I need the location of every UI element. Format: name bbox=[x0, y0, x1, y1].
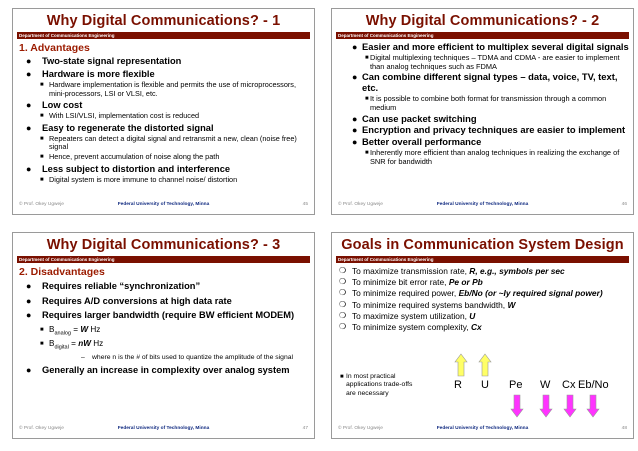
department-banner: Department of Communications Engineering bbox=[336, 256, 629, 263]
equals: = bbox=[71, 324, 81, 334]
bullet-item bbox=[19, 164, 310, 175]
bullet-icon: ● bbox=[26, 69, 32, 79]
bullet-item bbox=[338, 114, 629, 125]
footer-author: © Prof. Okey Ugweje bbox=[338, 202, 383, 207]
symbol-b: B bbox=[49, 324, 55, 334]
sub-bullet-item bbox=[338, 149, 629, 167]
bullet-item bbox=[19, 100, 310, 111]
page-number: 48 bbox=[621, 426, 627, 431]
checkbox-bullet-icon: ❍ bbox=[339, 288, 347, 298]
sub-bullet-text: Digital multiplexing techniques – TDMA and CDMA - are easier to implement than analog techniques such as FDMA bbox=[370, 52, 620, 71]
bullet-text: Requires larger bandwidth (require BW efficient MODEM) bbox=[42, 310, 295, 320]
unit: Hz bbox=[88, 324, 101, 334]
slide-footer bbox=[19, 202, 308, 210]
sub-bullet-icon: ■ bbox=[40, 176, 44, 183]
goal-emphasis: Eb/No (or ~Iy required signal power) bbox=[458, 288, 603, 299]
sub-bullet-item bbox=[19, 135, 310, 152]
goal-emphasis: Cx bbox=[470, 322, 482, 333]
slide-footer bbox=[338, 426, 627, 434]
bullet-text: Better overall performance bbox=[362, 136, 482, 148]
sub-bullet-icon: ■ bbox=[40, 82, 44, 88]
symbol-b: B bbox=[49, 339, 55, 349]
bullet-item bbox=[19, 365, 310, 377]
department-banner: Department of Communications Engineering bbox=[17, 256, 310, 263]
bullet-item bbox=[19, 123, 310, 134]
goal-text: To maximize transmission rate, bbox=[352, 266, 470, 276]
sub-bullet-text: Repeaters can detect a digital signal and retransmit a new, clean (noise free) signal bbox=[49, 133, 297, 152]
param-pe: Pe bbox=[509, 379, 523, 391]
slide-title: Why Digital Communications? - 3 bbox=[46, 237, 281, 253]
checkbox-bullet-icon: ❍ bbox=[339, 310, 347, 320]
sub-bullet-text: Hence, prevent accumulation of noise along the path bbox=[49, 151, 220, 161]
sub-bullet-icon: ■ bbox=[40, 341, 44, 348]
sub-bullet-icon: ■ bbox=[340, 374, 344, 380]
slide-46 bbox=[331, 8, 634, 215]
sub-bullet-item bbox=[19, 112, 310, 121]
sub-bullet-icon: ■ bbox=[365, 54, 369, 61]
sub-bullet-item bbox=[19, 176, 310, 185]
bullet-icon: ● bbox=[352, 42, 358, 52]
footer-university: Federal University of Technology, Minna bbox=[436, 426, 529, 431]
tradeoff-note bbox=[340, 373, 420, 398]
bullet-icon: ● bbox=[26, 100, 32, 111]
bullet-item bbox=[19, 310, 310, 322]
bullet-icon: ● bbox=[352, 125, 358, 136]
bullet-icon: ● bbox=[26, 281, 32, 291]
bullet-text: Can combine different signal types – data, voice, TV, text, etc. bbox=[362, 71, 618, 94]
sub-bullet-text: With LSI/VLSI, implementation cost is reduced bbox=[49, 111, 200, 121]
bullet-icon: ● bbox=[26, 365, 32, 376]
footer-author: © Prof. Okey Ugweje bbox=[19, 202, 64, 207]
sub-bullet-icon: ■ bbox=[40, 326, 44, 333]
bullet-icon: ● bbox=[26, 295, 32, 306]
slide-title: Goals in Communication System Design bbox=[341, 237, 624, 253]
sub-bullet-icon: ■ bbox=[40, 135, 44, 142]
bullet-icon: ● bbox=[352, 113, 358, 124]
bullet-text: Easy to regenerate the distorted signal bbox=[42, 122, 214, 133]
slide-title: Why Digital Communications? - 2 bbox=[365, 13, 600, 29]
bullet-item bbox=[338, 72, 629, 94]
footer-author: © Prof. Okey Ugweje bbox=[19, 426, 64, 431]
sub-bullet-item bbox=[338, 95, 629, 113]
bullet-text: Low cost bbox=[42, 100, 83, 111]
dash-icon: – bbox=[81, 353, 85, 361]
checkbox-bullet-icon: ❍ bbox=[339, 322, 347, 332]
up-arrow-u-icon bbox=[478, 353, 492, 377]
section-heading: 2. Disadvantages bbox=[19, 266, 105, 278]
slide-footer bbox=[338, 202, 627, 210]
bullet-text: Hardware is more flexible bbox=[42, 69, 155, 79]
variable: nW bbox=[78, 339, 91, 349]
sub-bullet-icon: ■ bbox=[40, 153, 44, 160]
bullet-item bbox=[19, 69, 310, 80]
param-u: U bbox=[481, 379, 489, 391]
equals: = bbox=[68, 339, 79, 349]
bullet-text: Can use packet switching bbox=[362, 112, 477, 124]
sub-bullet-text: Hardware implementation is flexible and permits the use of microprocessors, mini-processors, LSI or VLSI, etc. bbox=[49, 80, 296, 98]
slide-47 bbox=[12, 232, 315, 439]
bullet-text: Generally an increase in complexity over analog system bbox=[42, 365, 290, 376]
footer-university: Federal University of Technology, Minna bbox=[117, 202, 210, 207]
slide-48 bbox=[331, 232, 634, 439]
bandwidth-digital bbox=[19, 339, 310, 353]
param-eb-no: Eb/No bbox=[578, 379, 609, 391]
goal-emphasis: R, e.g., symbols per sec bbox=[469, 266, 565, 276]
subscript: analog bbox=[54, 330, 71, 337]
bullet-item bbox=[19, 281, 310, 293]
unit: Hz bbox=[90, 339, 104, 349]
param-w: W bbox=[540, 379, 551, 391]
page-number: 47 bbox=[302, 426, 308, 431]
bullet-item bbox=[338, 137, 629, 148]
bullet-icon: ● bbox=[26, 122, 32, 133]
param-cx: Cx bbox=[562, 379, 576, 391]
department-banner: Department of Communications Engineering bbox=[17, 32, 310, 39]
bullet-text: Encryption and privacy techniques are easier to implement bbox=[362, 124, 626, 136]
bullet-icon: ● bbox=[26, 310, 32, 320]
bullet-text: Less subject to distortion and interference bbox=[42, 163, 231, 174]
bullet-icon: ● bbox=[352, 72, 358, 83]
bullet-item bbox=[19, 56, 310, 67]
subscript: digital bbox=[54, 344, 69, 351]
tradeoff-note-text: In most practical applications trade-offs are necessary bbox=[346, 373, 413, 397]
sub-bullet-item bbox=[19, 153, 310, 162]
page-number: 45 bbox=[302, 202, 308, 207]
bullet-text: Easier and more efficient to multiplex several digital signals bbox=[362, 41, 629, 52]
checkbox-bullet-icon: ❍ bbox=[339, 299, 347, 309]
footer-author: © Prof. Okey Ugweje bbox=[338, 426, 383, 431]
footer-university: Federal University of Technology, Minna bbox=[436, 202, 529, 207]
bullet-text: Requires reliable “synchronization” bbox=[42, 281, 201, 291]
goal-text: To minimize required power, bbox=[352, 288, 459, 299]
bullet-icon: ● bbox=[352, 137, 358, 148]
bullet-text: Two-state signal representation bbox=[42, 56, 182, 66]
up-arrow-r-icon bbox=[454, 353, 468, 377]
goal-text: To minimize required systems bandwidth, bbox=[352, 299, 508, 310]
param-r: R bbox=[454, 379, 462, 391]
slide-footer bbox=[19, 426, 308, 434]
goal-text: To minimize bit error rate, bbox=[352, 277, 449, 288]
goal-emphasis: Pe or Pb bbox=[448, 277, 483, 288]
slide-title: Why Digital Communications? - 1 bbox=[46, 13, 281, 29]
goal-emphasis: U bbox=[469, 310, 476, 321]
bullet-icon: ● bbox=[26, 163, 32, 174]
sub-bullet-text: Digital system is more immune to channel noise/ distortion bbox=[49, 174, 238, 184]
slide-45 bbox=[12, 8, 315, 215]
dash-note-text: where n is the # of bits used to quantize the amplitude of the signal bbox=[92, 353, 294, 361]
sub-bullet-icon: ■ bbox=[365, 149, 369, 156]
checkbox-bullet-icon: ❍ bbox=[339, 266, 347, 275]
bullet-item bbox=[338, 42, 629, 53]
bullet-icon: ● bbox=[26, 56, 32, 66]
sub-bullet-item bbox=[338, 54, 629, 72]
goal-text: To maximize system utilization, bbox=[352, 310, 470, 321]
sub-bullet-icon: ■ bbox=[365, 95, 369, 102]
page-number: 46 bbox=[621, 202, 627, 207]
department-banner: Department of Communications Engineering bbox=[336, 32, 629, 39]
down-arrow-cx-icon bbox=[563, 394, 577, 418]
down-arrow-w-icon bbox=[539, 394, 553, 418]
bullet-item bbox=[338, 125, 629, 136]
variable: W bbox=[80, 324, 89, 334]
bandwidth-analog bbox=[19, 325, 310, 339]
footer-university: Federal University of Technology, Minna bbox=[117, 426, 210, 431]
sub-bullet-icon: ■ bbox=[40, 113, 44, 120]
section-heading: 1. Advantages bbox=[19, 42, 90, 54]
sub-bullet-text: It is possible to combine both format for transmission through a common medium bbox=[370, 93, 607, 112]
down-arrow-eb-no-icon bbox=[586, 394, 600, 418]
tradeoff-diagram bbox=[332, 233, 633, 438]
goal-text: To minimize system complexity, bbox=[352, 322, 471, 333]
bullet-text: Requires A/D conversions at high data rate bbox=[42, 295, 232, 306]
checkbox-bullet-icon: ❍ bbox=[339, 277, 347, 287]
sub-bullet-text: Inherently more efficient than analog techniques in realizing the exchange of SNR for bandwidth bbox=[370, 147, 620, 166]
bullet-item bbox=[19, 296, 310, 308]
dash-note bbox=[19, 354, 310, 362]
down-arrow-pe-icon bbox=[510, 394, 524, 418]
goal-emphasis: W bbox=[507, 299, 516, 310]
sub-bullet-item bbox=[19, 81, 310, 98]
